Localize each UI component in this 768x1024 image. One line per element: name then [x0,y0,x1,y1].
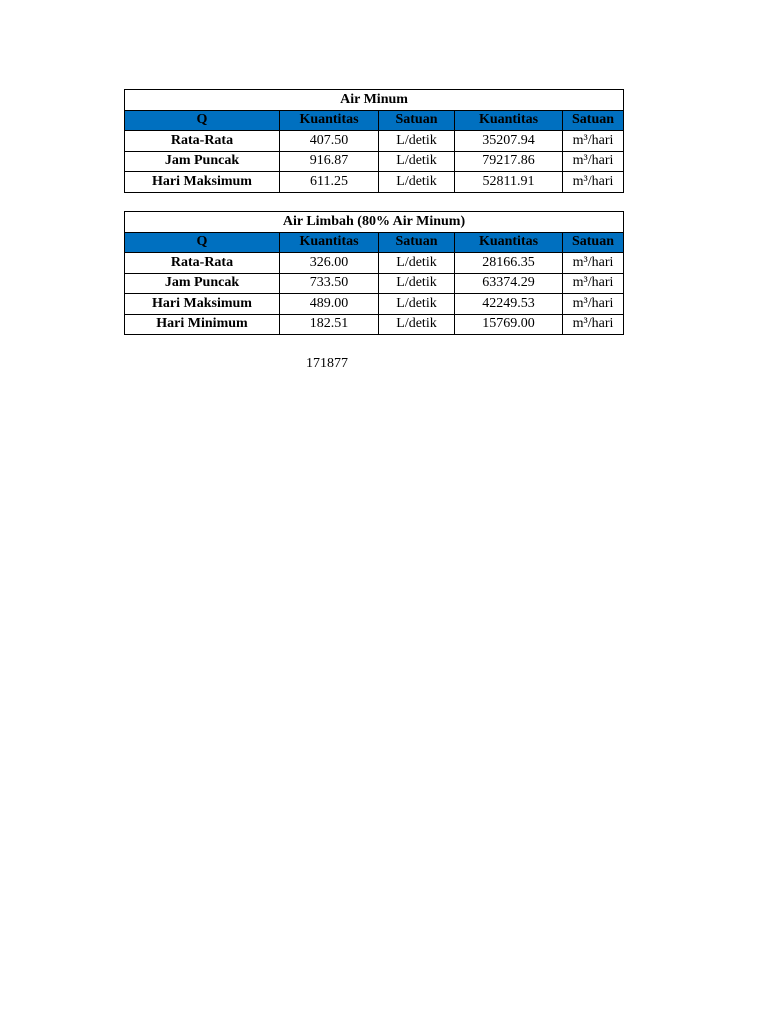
table-cell: 28166.35 [455,253,563,274]
column-header-satuan: Satuan [563,110,624,131]
row-label: Rata-Rata [125,253,280,274]
table-cell: L/detik [379,151,455,172]
column-header-satuan: Satuan [379,232,455,253]
column-header-q: Q [125,232,280,253]
table-row [125,273,624,294]
table-row [125,131,624,152]
row-label: Hari Maksimum [125,294,280,315]
column-header-kuantitas: Kuantitas [280,110,379,131]
free-cell-value: 171877 [306,356,348,371]
table-cell: 611.25 [280,172,379,193]
table-title: Air Limbah (80% Air Minum) [125,212,624,233]
table-cell: 63374.29 [455,273,563,294]
table-cell: 489.00 [280,294,379,315]
table-row [125,151,624,172]
table-cell: m³/hari [563,172,624,193]
column-header-satuan: Satuan [379,110,455,131]
table-cell: 733.50 [280,273,379,294]
row-label: Hari Maksimum [125,172,280,193]
table-title: Air Minum [125,90,624,111]
table-cell: m³/hari [563,253,624,274]
row-label: Rata-Rata [125,131,280,152]
air-minum-table [124,89,624,193]
table-row [125,172,624,193]
table-cell: 15769.00 [455,314,563,335]
table-cell: 407.50 [280,131,379,152]
table-cell: L/detik [379,273,455,294]
table-row [125,253,624,274]
table-cell: L/detik [379,253,455,274]
column-header-satuan: Satuan [563,232,624,253]
table-cell: 916.87 [280,151,379,172]
row-label: Jam Puncak [125,151,280,172]
table-cell: 79217.86 [455,151,563,172]
row-label: Jam Puncak [125,273,280,294]
table-cell: m³/hari [563,314,624,335]
table-cell: 52811.91 [455,172,563,193]
table-cell: 42249.53 [455,294,563,315]
table-cell: L/detik [379,131,455,152]
table-cell: m³/hari [563,151,624,172]
table-cell: m³/hari [563,273,624,294]
column-header-kuantitas: Kuantitas [455,232,563,253]
table-cell: L/detik [379,314,455,335]
table-cell: m³/hari [563,294,624,315]
row-label: Hari Minimum [125,314,280,335]
table-cell: L/detik [379,294,455,315]
table-cell: m³/hari [563,131,624,152]
air-limbah-table [124,211,624,335]
column-header-kuantitas: Kuantitas [280,232,379,253]
table-cell: L/detik [379,172,455,193]
table-cell: 182.51 [280,314,379,335]
table-row [125,314,624,335]
table-row [125,294,624,315]
column-header-kuantitas: Kuantitas [455,110,563,131]
column-header-q: Q [125,110,280,131]
table-cell: 326.00 [280,253,379,274]
table-cell: 35207.94 [455,131,563,152]
